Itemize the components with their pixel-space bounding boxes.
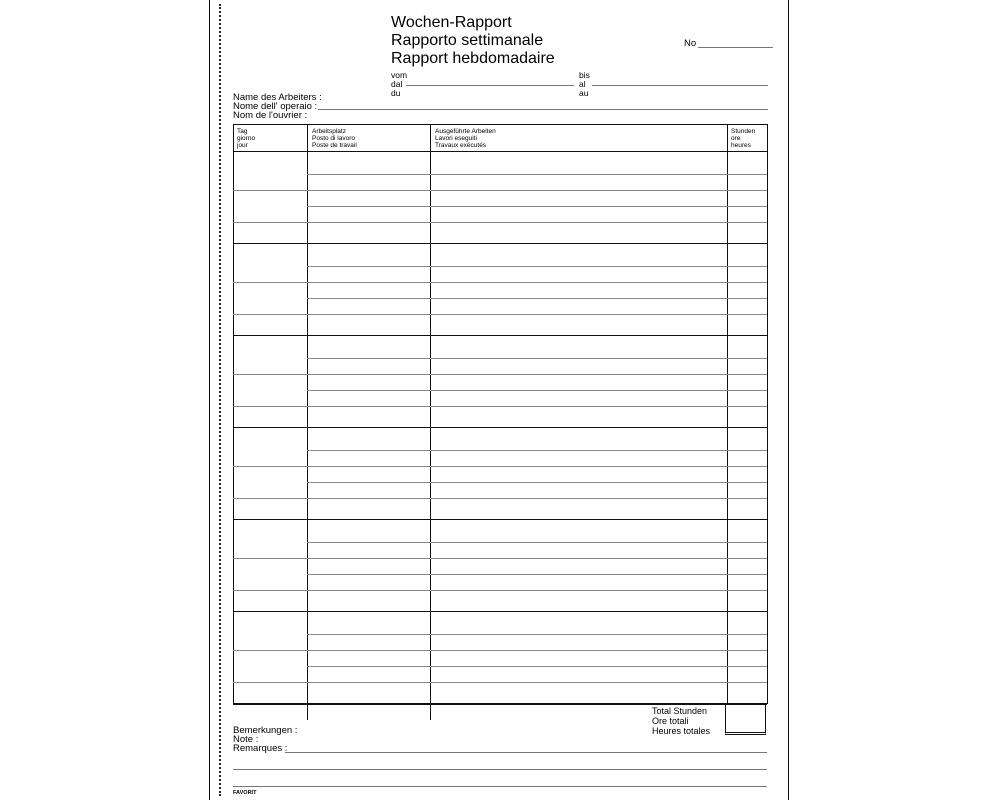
entry-row-line	[307, 482, 767, 483]
table-bottom-border	[233, 704, 767, 705]
col-header-day: Tag giorno jour	[237, 128, 256, 149]
entry-row-line	[307, 266, 767, 267]
worker-label-it: Nome dell' operaio :	[233, 101, 318, 112]
col-divider-day	[307, 124, 308, 720]
title-german: Wochen-Rapport	[391, 14, 512, 31]
remarks-label-de: Bemerkungen :	[233, 725, 298, 736]
day-block-border	[233, 335, 767, 336]
col-header-work-done: Ausgeführte Arbeiten Lavori eseguiti Travaux exécutés	[435, 128, 496, 149]
entry-row-line	[307, 282, 767, 283]
table-top-border	[233, 124, 767, 125]
day-cell-line	[233, 682, 307, 683]
entry-row-line	[307, 206, 767, 207]
total-label-it: Ore totali	[652, 716, 689, 726]
day-cell-line	[233, 374, 307, 375]
col-divider-workplace	[430, 124, 431, 720]
table-left-border	[233, 124, 234, 704]
entry-row-line	[307, 406, 767, 407]
day-block-border	[233, 243, 767, 244]
worker-label-de: Name des Arbeiters :	[233, 92, 322, 103]
title-italian: Rapporto settimanale	[391, 32, 544, 49]
entry-row-line	[307, 314, 767, 315]
entry-row-line	[307, 190, 767, 191]
from-label-de: vom	[391, 70, 408, 80]
total-hours-box[interactable]	[725, 704, 766, 735]
day-block-border	[233, 519, 767, 520]
entry-row-line	[307, 466, 767, 467]
day-cell-line	[233, 314, 307, 315]
from-date-field[interactable]	[406, 85, 574, 86]
worker-label-fr: Nom de l'ouvrier :	[233, 110, 308, 121]
entry-row-line	[307, 650, 767, 651]
entry-row-line	[307, 174, 767, 175]
to-label-de: bis	[579, 70, 590, 80]
from-label-fr: du	[391, 88, 401, 98]
number-label: No	[684, 38, 697, 49]
day-cell-line	[233, 498, 307, 499]
day-cell-line	[233, 282, 307, 283]
to-label-fr: au	[579, 88, 589, 98]
to-label-it: al	[579, 79, 586, 89]
entry-row-line	[307, 634, 767, 635]
day-cell-line	[233, 406, 307, 407]
day-block-border	[233, 611, 767, 612]
brand-label: FAVORIT	[233, 790, 257, 796]
remarks-label-fr: Remarques :	[233, 743, 288, 754]
table-header-border	[233, 151, 767, 152]
day-cell-line	[233, 222, 307, 223]
entry-row-line	[307, 590, 767, 591]
day-cell-line	[233, 190, 307, 191]
remarks-line-2[interactable]	[233, 769, 767, 770]
number-field[interactable]	[698, 47, 773, 48]
day-cell-line	[233, 466, 307, 467]
to-date-field[interactable]	[592, 85, 768, 86]
remarks-label-it: Note :	[233, 734, 259, 745]
col-header-hours: Stunden ore heures	[731, 128, 756, 149]
entry-row-line	[307, 298, 767, 299]
entry-row-line	[307, 358, 767, 359]
total-label-fr: Heures totales	[652, 726, 711, 736]
remarks-line-1[interactable]	[285, 752, 767, 753]
entry-row-line	[307, 374, 767, 375]
entry-row-line	[307, 498, 767, 499]
remarks-line-3[interactable]	[233, 786, 767, 787]
day-cell-line	[233, 590, 307, 591]
entry-row-line	[307, 558, 767, 559]
table-right-border	[767, 124, 768, 704]
entry-row-line	[307, 666, 767, 667]
day-cell-line	[233, 558, 307, 559]
from-label-it: dal	[391, 79, 403, 89]
worker-name-field[interactable]	[318, 109, 768, 110]
entry-row-line	[307, 682, 767, 683]
entry-row-line	[307, 390, 767, 391]
perforation-line	[219, 4, 221, 796]
entry-row-line	[307, 574, 767, 575]
total-label-de: Total Stunden	[652, 706, 708, 716]
report-table	[233, 124, 767, 720]
entry-row-line	[307, 450, 767, 451]
col-header-workplace: Arbeitsplatz Posto di lavoro Poste de travail	[312, 128, 357, 149]
day-cell-line	[233, 650, 307, 651]
day-block-border	[233, 427, 767, 428]
col-divider-work	[727, 124, 728, 704]
title-french: Rapport hebdomadaire	[391, 50, 555, 67]
entry-row-line	[307, 542, 767, 543]
entry-row-line	[307, 222, 767, 223]
